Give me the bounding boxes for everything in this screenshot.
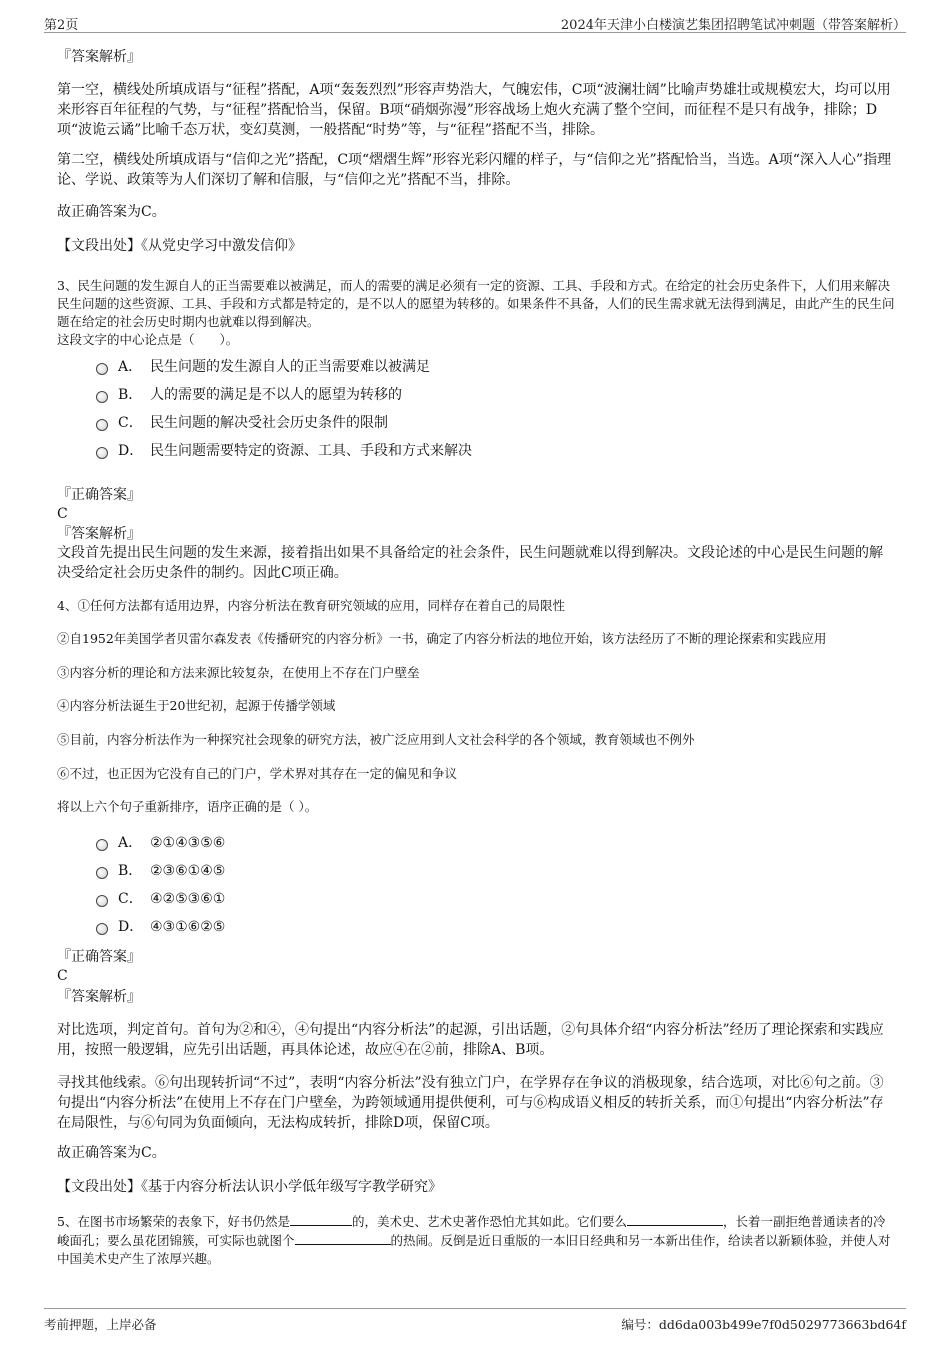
q3-analysis-label: 『答案解析』 [57,526,141,542]
radio-icon[interactable] [96,363,108,375]
q5-stem: 5、在图书市场繁荣的表象下，好书仍然是 的，美术史、艺术史著作恐怕尤其如此。它们要么 ，长着一副拒绝普通读者的冷峻面孔；要么虽花团锦簇，可实际也就图个 的热闹。反倒是近日重版的一本旧日经典和另一本新出佳作，给读者以新颖体验，并使人对中国美术史产生了浓厚兴趣。 [57,1214,891,1266]
q3-analysis: 文段首先提出民生问题的发生来源，接着指出如果不具备给定的社会条件，民生问题就难以得到解决。文段论述的中心是民生问题的解决受给定社会历史条件的制约。因此C项正确。 [57,545,883,581]
radio-icon[interactable] [96,867,108,879]
q4-analysis-para2: 寻找其他线索。⑥句出现转折词“不过”，表明“内容分析法”没有独立门户，在学界存在争议的消极现象，结合选项，对比⑥句之前。③句提出“内容分析法”在使用上不存在门户壁垒，为跨领域通用提供便利，可与⑥构成语义相反的转折关系，而①句提出“内容分析法”存在局限性，与⑥句同为负面倾向，无法构成转折，排除D项，保留C项。 [57,1075,884,1131]
q4-answer: C [57,968,68,984]
q4-option-c[interactable]: C． ④②⑤③⑥① [96,889,225,909]
radio-icon[interactable] [96,447,108,459]
q4-option-a[interactable]: A． ②①④③⑤⑥ [96,833,225,853]
q2-analysis-label: 『答案解析』 [57,49,141,65]
radio-icon[interactable] [96,895,108,907]
footer-slogan: 考前押题，上岸必备 [44,1317,157,1332]
q5-blank-1[interactable] [290,1212,352,1226]
q4-analysis-label: 『答案解析』 [57,989,141,1005]
page-footer [44,1308,906,1337]
q4-sentence-5: ⑤目前，内容分析法作为一种探究社会现象的研究方法，被广泛应用到人文社会科学的各个领域，教育领域也不例外 [57,732,695,747]
page-header [44,10,906,33]
radio-icon[interactable] [96,923,108,935]
q4-option-b[interactable]: B． ②③⑥①④⑤ [96,861,225,881]
q3-answer: C [57,506,68,522]
q4-sentence-4: ④内容分析法诞生于20世纪初，起源于传播学领域 [57,698,336,713]
q4-sentence-3: ③内容分析的理论和方法来源比较复杂，在使用上不存在门户壁垒 [57,665,420,680]
q4-answer-label: 『正确答案』 [57,949,141,965]
document-code: 编号：dd6da003b499e7f0d5029773663bd64f [621,1317,906,1332]
q5-blank-3[interactable] [295,1231,391,1245]
q2-conclusion: 故正确答案为C。 [57,204,166,220]
q2-analysis-para1: 第一空，横线处所填成语与“征程”搭配，A项“轰轰烈烈”形容声势浩大，气魄宏伟，C项“波澜壮阔”比喻声势雄壮或规模宏大，均可以用来形容百年征程的气势，与“征程”搭配恰当，保留。B项“硝烟弥漫”形容战场上炮火充满了整个空间，而征程不是只有战争，排除；D项“波诡云谲”比喻千态万状，变幻莫测，一般搭配“时势”等，与“征程”搭配不当，排除。 [57,82,891,138]
q4-source: 【文段出处】《基于内容分析法认识小学低年级写字教学研究》 [57,1179,442,1195]
radio-icon[interactable] [96,391,108,403]
radio-icon[interactable] [96,419,108,431]
q4-sentence-6: ⑥不过，也正因为它没有自己的门户，学术界对其存在一定的偏见和争议 [57,766,458,781]
q4-sentence-2: ②自1952年美国学者贝雷尔森发表《传播研究的内容分析》一书，确定了内容分析法的地位开始，该方法经历了不断的理论探索和实践应用 [57,631,827,646]
document-title: 2024年天津小白楼演艺集团招聘笔试冲刺题（带答案解析） [560,18,906,33]
q3-option-d[interactable]: D． 民生问题需要特定的资源、工具、手段和方式来解决 [96,441,472,461]
q3-option-b[interactable]: B． 人的需要的满足是不以人的愿望为转移的 [96,385,402,405]
radio-icon[interactable] [96,839,108,851]
q3-option-c[interactable]: C． 民生问题的解决受社会历史条件的限制 [96,413,388,433]
q4-analysis-para1: 对比选项，判定首句。首句为②和④，④句提出“内容分析法”的起源，引出话题，②句具体介绍“内容分析法”经历了理论探索和实践应用，按照一般逻辑，应先引出话题，再具体论述，故应④在②前，排除A、B项。 [57,1022,884,1058]
q3-stem: 3、民生问题的发生源自人的正当需要难以被满足，而人的需要的满足必须有一定的资源、工具、手段和方式。在给定的社会历史条件下，人们用来解决民生问题的这些资源、工具、手段和方式都是特定的，是不以人的愿望为转移的。如果条件不具备，人们的民生需求就无法得到满足，由此产生的民生问题在给定的社会历史时期内也就难以得到解决。 这段文字的中心论点是（ ）。 [57,278,895,347]
q4-sentence-1: 4、①任何方法都有适用边界，内容分析法在教育研究领域的应用，同样存在着自己的局限性 [57,598,565,613]
q2-analysis-para2: 第二空，横线处所填成语与“信仰之光”搭配，C项“熠熠生辉”形容光彩闪耀的样子，与“信仰之光”搭配恰当，当选。A项“深入人心”指理论、学说、政策等为人们深切了解和信服，与“信仰之光”搭配不当，排除。 [57,152,892,188]
q2-source: 【文段出处】《从党史学习中激发信仰》 [57,238,302,254]
q4-option-d[interactable]: D． ④③①⑥②⑤ [96,917,225,937]
q4-conclusion: 故正确答案为C。 [57,1145,166,1161]
q3-answer-label: 『正确答案』 [57,487,141,503]
q5-blank-2[interactable] [627,1212,723,1226]
page-number: 第2页 [44,18,79,33]
q3-option-a[interactable]: A． 民生问题的发生源自人的正当需要难以被满足 [96,357,430,377]
q3-question: 这段文字的中心论点是（ ）。 [57,332,239,347]
q4-question: 将以上六个句子重新排序，语序正确的是（ ）。 [57,799,318,814]
